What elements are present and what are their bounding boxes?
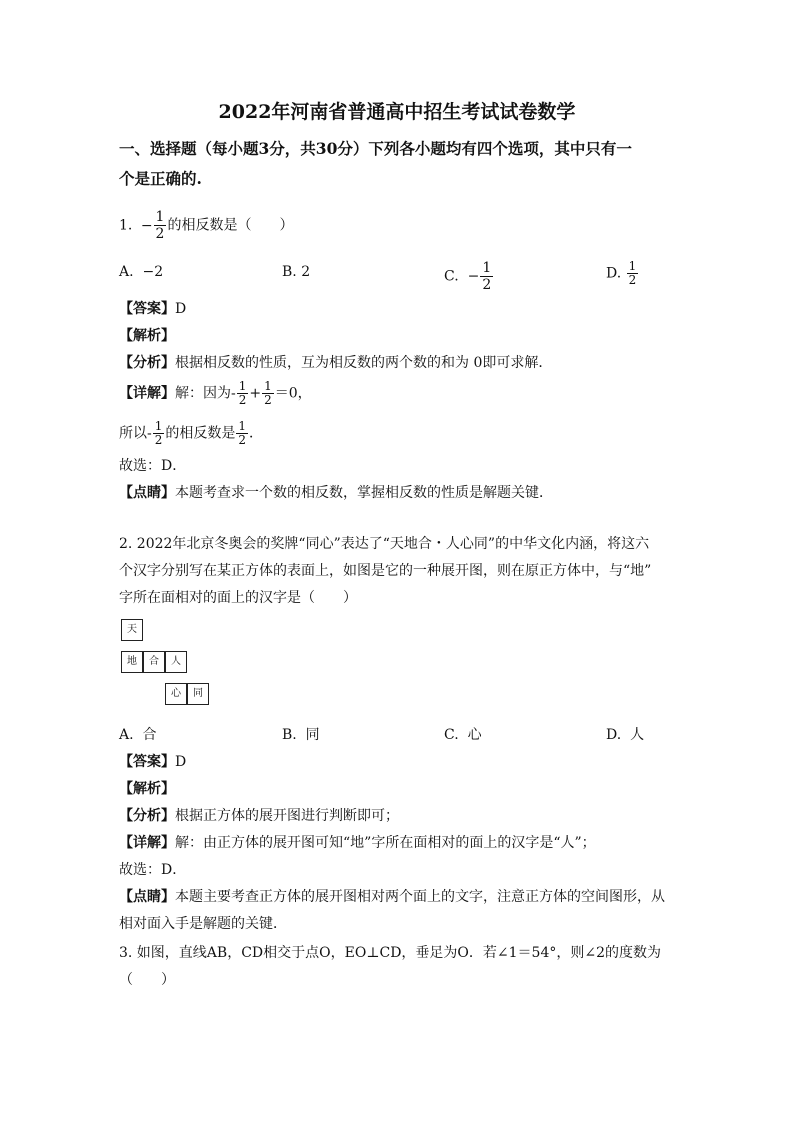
- net-cell-xin: 心: [165, 683, 187, 705]
- q1-conclusion: 所以- $\frac{1}{2}$ 的相反数是 $\frac{1}{2}$ ．: [119, 419, 264, 447]
- q1-stem-suffix: 的相反数是（ ）: [167, 217, 294, 234]
- q1-option-d[interactable]: D. $\frac{1}{2}$: [606, 259, 637, 287]
- q2-analyze: 【分析】根据正方体的展开图进行判断即可；: [119, 808, 399, 824]
- q2-stem-line1: 2. 2022年北京冬奥会的奖牌“同心”表达了“天地合・人心同”的中华文化内涵，将这六: [119, 536, 650, 552]
- q1-analyze: 【分析】根据相反数的性质，互为相反数的两个数的和为 0即可求解．: [119, 355, 553, 371]
- q1-comment: 【点睛】本题考查求一个数的相反数，掌握相反数的性质是解题关键．: [119, 485, 553, 501]
- page-title: 2022年河南省普通高中招生考试试卷数学: [218, 101, 576, 123]
- q2-option-b[interactable]: B. 同: [282, 727, 320, 743]
- q2-option-a[interactable]: A. 合: [119, 727, 157, 743]
- q2-stem-line3: 字所在面相对的面上的汉字是（ ）: [119, 590, 357, 606]
- q2-answer: 【答案】D: [119, 754, 187, 770]
- q1-option-a[interactable]: A. −2: [119, 264, 164, 280]
- q1-fraction: $\frac{1}{2}$: [155, 209, 165, 242]
- section-heading-line2: 个是正确的.: [119, 169, 202, 188]
- q2-stem-line2: 个汉字分别写在某正方体的表面上，如图是它的一种展开图，则在原正方体中，与“地”: [119, 563, 652, 579]
- q1-answer: 【答案】D: [119, 301, 187, 317]
- q2-detail: 【详解】解：由正方体的展开图可知“地”字所在面相对的面上的汉字是“人”；: [119, 835, 596, 851]
- q1-option-c[interactable]: C. − $\frac{1}{2}$: [444, 260, 492, 293]
- q2-choose: 故选：D．: [119, 862, 187, 878]
- q2-option-d[interactable]: D. 人: [606, 727, 645, 743]
- net-cell-tong: 同: [187, 683, 209, 705]
- q3-stem-line1: 3. 如图，直线AB，CD相交于点O，EO⊥CD，垂足为O．若∠1＝54°，则∠2的度数为: [119, 945, 661, 961]
- q2-option-c[interactable]: C. 心: [444, 727, 482, 743]
- q1-option-b[interactable]: B. 2: [282, 264, 311, 280]
- net-cell-di: 地: [121, 651, 143, 673]
- q1-minus: −: [140, 217, 153, 234]
- q2-analysis-tag: 【解析】: [119, 781, 175, 797]
- q1-number: 1.: [119, 217, 133, 234]
- q1-detail: 【详解】解：因为- $\frac{1}{2}$ + $\frac{1}{2}$ ＝0，: [119, 379, 312, 407]
- q2-comment: 【点睛】本题主要考查正方体的展开图相对两个面上的文字，注意正方体的空间图形，从: [119, 889, 665, 905]
- section-heading-line1: 一、选择题（每小题3分，共30分）下列各小题均有四个选项，其中只有一: [119, 139, 632, 158]
- q1-choose: 故选：D．: [119, 458, 187, 474]
- net-cell-tian: 天: [121, 619, 143, 641]
- cube-net-figure: [121, 619, 211, 715]
- q2-comment-line2: 相对面入手是解题的关键．: [119, 916, 287, 932]
- q1-stem: [119, 209, 293, 242]
- net-cell-ren: 人: [165, 651, 187, 673]
- net-cell-he: 合: [143, 651, 165, 673]
- q1-analysis-tag: 【解析】: [119, 328, 175, 344]
- q3-stem-line2: （ ）: [119, 972, 175, 988]
